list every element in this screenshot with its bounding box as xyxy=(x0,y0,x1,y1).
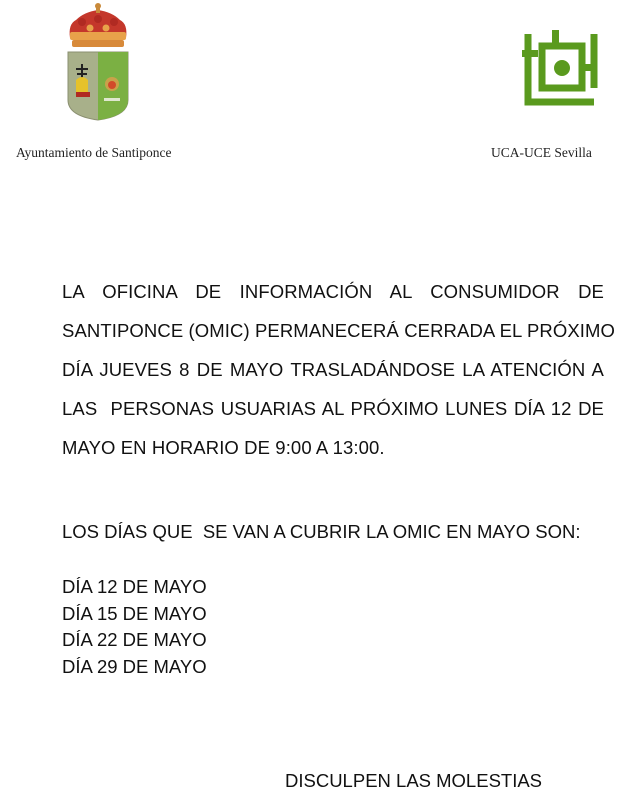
schedule-day: DÍA 29 DE MAYO xyxy=(62,655,207,677)
notice-line: DÍA JUEVES 8 DE MAYO TRASLADÁNDOSE LA ATENCIÓN A xyxy=(62,359,604,380)
uca-uce-logo-icon xyxy=(522,28,600,108)
municipality-caption: Ayuntamiento de Santiponce xyxy=(16,145,172,160)
notice-line: LA OFICINA DE INFORMACIÓN AL CONSUMIDOR DE xyxy=(62,281,604,302)
schedule-day: DÍA 12 DE MAYO xyxy=(62,576,207,597)
schedule-days-list xyxy=(62,574,207,680)
schedule-day: DÍA 22 DE MAYO xyxy=(62,629,207,650)
notice-line: MAYO EN HORARIO DE 9:00 A 13:00. xyxy=(62,437,385,458)
santiponce-coat-of-arms-icon xyxy=(64,2,132,122)
notice-line: SANTIPONCE (OMIC) PERMANECERÁ CERRADA EL PRÓXIMO xyxy=(62,320,616,341)
organization-caption: UCA-UCE Sevilla xyxy=(491,145,592,160)
schedule-day: DÍA 15 DE MAYO xyxy=(62,602,207,624)
notice-paragraph xyxy=(62,272,616,467)
schedule-heading: LOS DÍAS QUE SE VAN A CUBRIR LA OMIC EN MAYO SON: xyxy=(62,521,581,542)
closing-apology: DISCULPEN LAS MOLESTIAS xyxy=(285,770,543,791)
notice-line: LAS PERSONAS USUARIAS AL PRÓXIMO LUNES DÍA 12 DE xyxy=(62,398,604,419)
